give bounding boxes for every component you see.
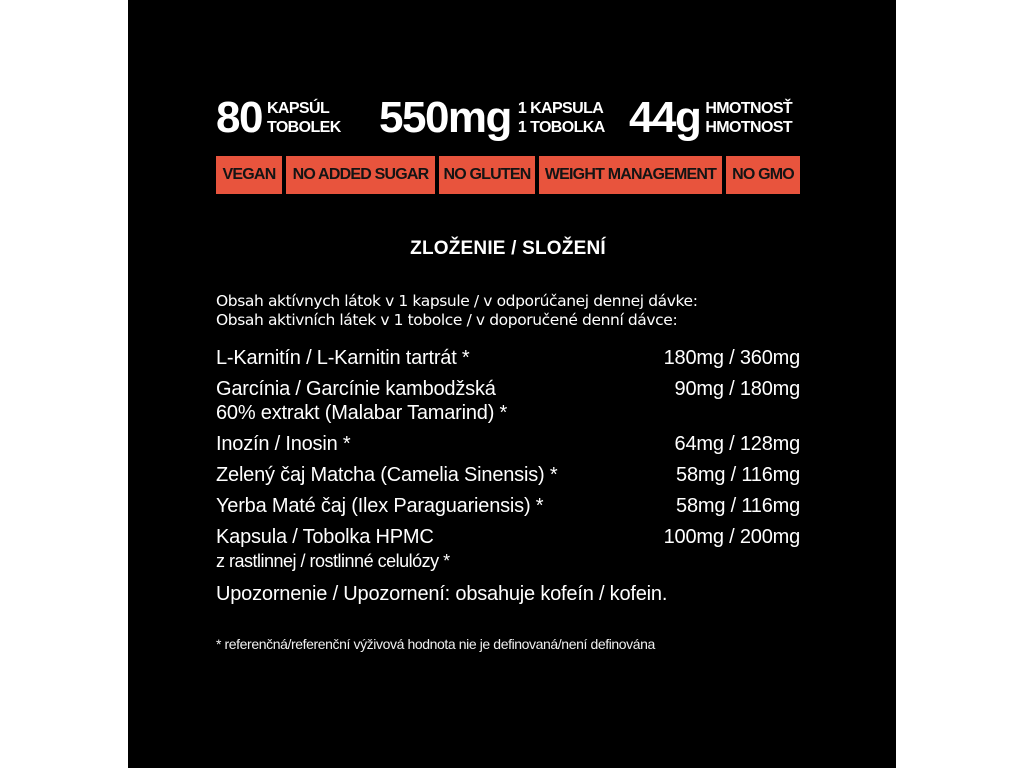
ingredient-dose: 90mg / 180mg xyxy=(674,378,800,400)
badge-no-gluten: NO GLUTEN xyxy=(439,156,535,194)
stat-label-sk: HMOTNOSŤ xyxy=(705,100,793,117)
stat-label-cz: TOBOLEK xyxy=(266,119,341,136)
ingredient-name: Zelený čaj Matcha (Camelia Sinensis) * xyxy=(216,464,558,486)
intro-line-cz: Obsah aktivních látek v 1 tobolce / v doporučené denní dávce: xyxy=(216,311,678,329)
ingredient-row xyxy=(216,377,800,425)
caffeine-warning: Upozornenie / Upozornení: obsahuje kofeín / kofein. xyxy=(216,583,668,605)
ingredient-name: Garcínia / Garcínie kambodžská xyxy=(216,378,496,400)
stat-label-sk: KAPSÚL xyxy=(266,100,330,117)
stat-value: 44g xyxy=(629,93,701,142)
ingredient-row xyxy=(216,494,800,518)
ingredient-list xyxy=(216,346,800,573)
badge-no-gmo: NO GMO xyxy=(726,156,800,194)
stat-capsule-count xyxy=(216,93,379,142)
ingredient-dose: 58mg / 116mg xyxy=(676,464,800,486)
stat-label-cz: HMOTNOST xyxy=(705,119,793,136)
label-content xyxy=(216,92,800,652)
ingredient-name: L-Karnitín / L-Karnitin tartrát * xyxy=(216,347,470,369)
ingredient-name: Inozín / Inosin * xyxy=(216,433,351,455)
composition-intro xyxy=(216,292,800,330)
badge-vegan: VEGAN xyxy=(216,156,282,194)
stat-net-weight xyxy=(629,93,793,142)
ingredient-dose: 180mg / 360mg xyxy=(663,347,800,369)
ingredient-row xyxy=(216,432,800,456)
ingredient-row xyxy=(216,463,800,487)
intro-line-sk: Obsah aktívnych látok v 1 kapsule / v odporúčanej dennej dávke: xyxy=(216,292,698,310)
ingredient-name-detail: z rastlinnej / rostlinné celulózy * xyxy=(216,551,450,571)
stat-label-cz: 1 TOBOLKA xyxy=(517,119,605,136)
stat-value: 80 xyxy=(216,93,262,142)
ingredient-dose: 64mg / 128mg xyxy=(674,433,800,455)
stat-value: 550mg xyxy=(379,93,511,142)
label-panel xyxy=(128,0,896,768)
ingredient-dose: 100mg / 200mg xyxy=(663,526,800,548)
stats-row xyxy=(216,92,800,144)
ingredient-name: Kapsula / Tobolka HPMC xyxy=(216,526,434,548)
stat-label-sk: 1 KAPSULA xyxy=(517,100,604,117)
ingredient-row xyxy=(216,346,800,370)
ingredient-name: Yerba Maté čaj (Ilex Paraguariensis) * xyxy=(216,495,544,517)
badge-no-added-sugar: NO ADDED SUGAR xyxy=(286,156,435,194)
ingredient-name-detail: 60% extrakt (Malabar Tamarind) * xyxy=(216,402,508,424)
composition-title: ZLOŽENIE / SLOŽENÍ xyxy=(410,238,606,259)
reference-footnote: * referenčná/referenční výživová hodnota nie je definovaná/není definována xyxy=(216,636,655,652)
badge-row xyxy=(216,156,800,194)
ingredient-row xyxy=(216,525,800,573)
badge-weight-management: WEIGHT MANAGEMENT xyxy=(539,156,722,194)
stat-capsule-weight xyxy=(379,93,629,142)
ingredient-dose: 58mg / 116mg xyxy=(676,495,800,517)
